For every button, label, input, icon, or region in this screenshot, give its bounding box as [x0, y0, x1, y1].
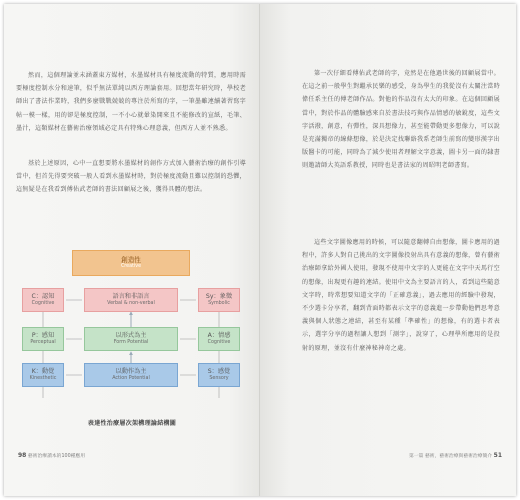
sensory-sub: Sensory [209, 376, 229, 381]
perceptual-label: P：感知 [31, 332, 55, 339]
perceptual-box [22, 327, 64, 351]
sensory-label: S：感覺 [207, 368, 231, 375]
action-label: 以動作為主 [115, 368, 147, 375]
creative-sub: Creative [120, 264, 142, 269]
left-paragraph-1: 然而，這個理論並未涵蓋東方媒材，水墨媒材具有極度流動的特質，應用時需要極度控制水分和速筆，似乎無法單純以西方理論套用。回想當年研究時，學校老師出了書法作業時，我們多麼戰戰兢兢的專注於所寫的字，一筆墨雖連續著習寫字帖一模一樣，用的卻是極度控制，一不小心就暈染開來且不能修改的宣紙，毛筆、墨汁，這類媒材在藝術治療領域必定具有特殊心理意義，但西方人並不熟悉。 [16, 72, 246, 132]
perceptual-sub: Perceptual [30, 340, 56, 345]
left-paragraph-2: 基於上述原因，心中一直想要將水墨媒材的創作方式加入藝術治療的創作引導當中，但首先得要突破一般人看到水墨媒材時，對於極度流動且難以控制的恐懼，這無疑是在我看到傅佑武老師的書法回顧展之後，獲得具體的想法。 [16, 160, 246, 194]
symbolic-box [198, 288, 240, 312]
form-label: 以形式為主 [115, 332, 147, 339]
action-box [84, 363, 178, 387]
form-sub: Form Potential [113, 340, 149, 345]
action-sub: Action Potential [112, 376, 150, 381]
verbal-label: 語言和非語言 [112, 293, 150, 300]
creative-label: 創造性 [121, 256, 141, 264]
kinesthetic-box [22, 363, 64, 387]
right-page-number: 51 [493, 452, 502, 459]
affective-sub: Cognitive [207, 340, 231, 345]
creative-box [72, 250, 190, 276]
form-box [84, 327, 178, 351]
left-page [4, 4, 260, 496]
figure-caption: 表達性治療層次架構理論結構圖 [87, 420, 177, 427]
symbolic-label: Sy：象徵 [205, 293, 233, 300]
right-footer [409, 452, 502, 459]
kinesthetic-label: K：動覺 [31, 368, 55, 375]
symbolic-sub: Symbolic [208, 301, 230, 306]
sensory-box [198, 363, 240, 387]
left-page-number: 98 [18, 452, 27, 459]
etc-diagram [22, 250, 240, 410]
cognitive-box [22, 288, 64, 312]
verbal-sub: Verbal & non-verbal [107, 301, 155, 306]
affective-label: A：情感 [207, 332, 231, 339]
left-footer [18, 452, 85, 459]
left-book-title: 藝術治療讀本的100種應用 [27, 454, 86, 459]
affective-box [198, 327, 240, 351]
right-page [260, 4, 516, 496]
kinesthetic-sub: Kinesthetic [29, 376, 57, 381]
right-paragraph-1: 第一次仔細看傅佑武老師的字，竟然是在他過世後的回顧展當中。在這之前一般學生對繼承民樂的感受，身為學生的我從沒有太關注當時偉任系主任的傅老師作品。對他的作品沒有太大的印象。在這個回顧展當中，對於作品的體驗感來自於書法技巧與作品情感的敏銳度，這些文字活潑，創意，有彈性，深具想像力，甚至能帶動更多想像力，可以說是充滿獨帝的線條想像，於是決定找聯絡我系老師生前寫的變形漢字出版醫卡的可能，同時為了減少使用者理解文字意義，圖卡另一面的隸書則邀請師大英語系教授，同時也是書法家的周昭明老師書寫。 [302, 70, 500, 170]
cognitive-sub: Cognitive [31, 301, 55, 306]
book-spread [4, 4, 516, 496]
verbal-box [84, 288, 178, 312]
right-chapter-title: 第一篇 藝術，藝術治療與藝術治療簡介 [409, 454, 493, 459]
right-paragraph-2: 這些文字圖像應用的時候，可以隨意翻轉自由想像，圖卡應用的過程中，許多人對自己挑出的文字圖像投射出具有意義的想像，曾有藝術治療師拿給外國人使用，發現不使用中文字的人更能在文字中天馬行空的想像，出現更有趣的連結。使用中文為主要語言的人，看到這些隨意文字時，時常想要知道文字的「正確意義」，過去應用的經驗中發現，不少選卡分享者，翻到背面時都表示文字的意義進一步帶動他們思考意義與個人狀態之連結，甚至有某種「準確性」的想像，有的選卡者表示，選字分享的過程讓人想到「測字」，說穿了，心理學所應用的是投射的原理，並沒有什麼神秘神奇之處。 [302, 239, 500, 352]
cognitive-label: C：認知 [31, 293, 55, 300]
